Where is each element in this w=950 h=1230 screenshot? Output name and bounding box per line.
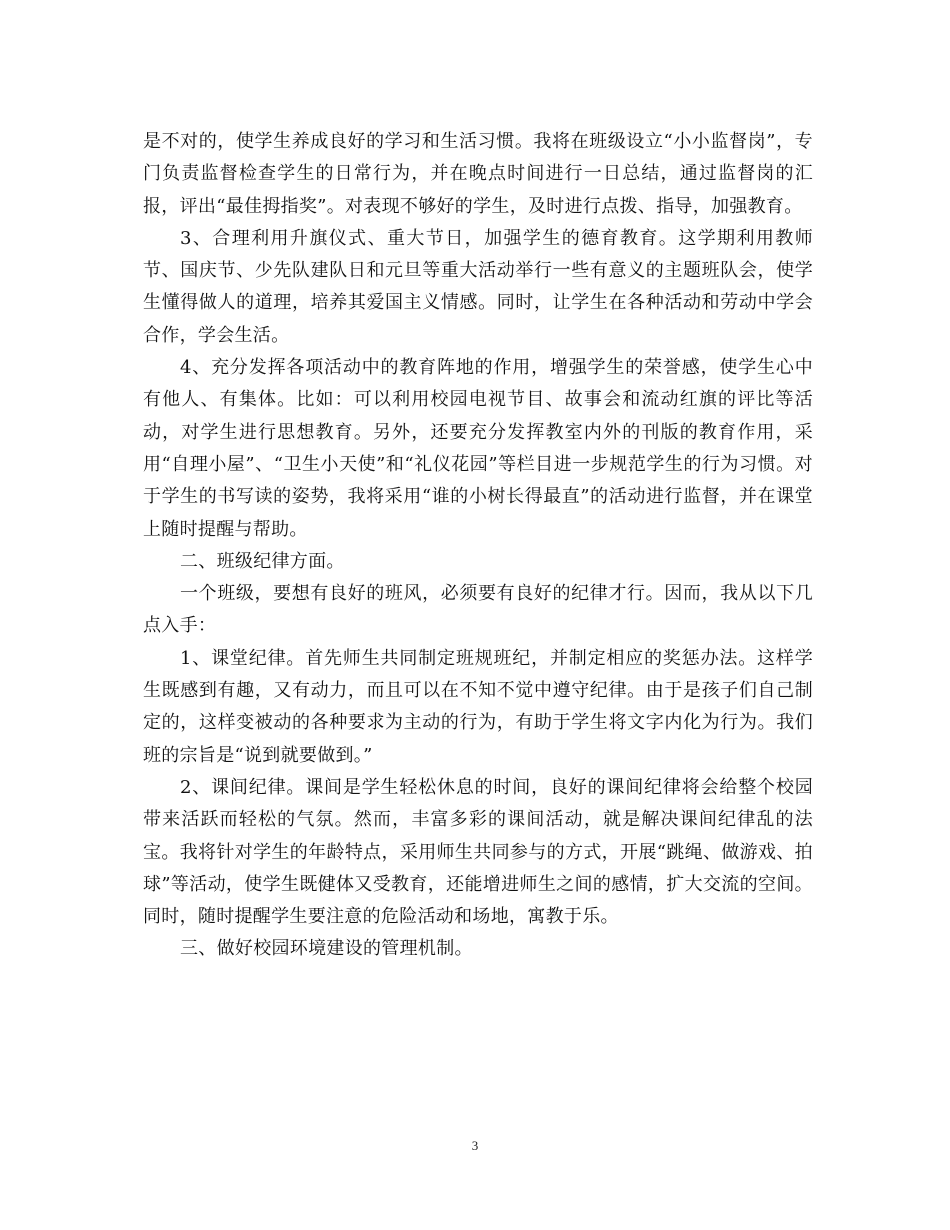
section-heading-discipline: 二、班级纪律方面。 <box>180 550 345 572</box>
paragraph-7: 2、课间纪律。课间是学生轻松休息的时间，良好的课间纪律将会给整个校园带来活跃而轻松的气氛。然而，丰富多彩的课间活动，就是解决课间纪律乱的法宝。我将针对学生的年龄特点，采用师生共同参与的方式，开展“跳绳、做游戏、拍球”等活动，使学生既健体又受教育，还能增进师生之间的感情，扩大交流的空间。同时，随时提醒学生要注意的危险活动和场地，寓教于乐。 <box>143 776 813 928</box>
paragraph-3: 4、充分发挥各项活动中的教育阵地的作用，增强学生的荣誉感，使学生心中有他人、有集体。比如：可以利用校园电视节目、故事会和流动红旗的评比等活动，对学生进行思想教育。另外，还要充分发挥教室内外的刊版的教育作用，采用“自理小屋”、“卫生小天使”和“礼仪花园”等栏目进一步规范学生的行为习惯。对于学生的书写读的姿势，我将采用“谁的小树长得最直”的活动进行监督，并在课堂上随时提醒与帮助。 <box>143 357 813 540</box>
section-heading-campus-environment: 三、做好校园环境建设的管理机制。 <box>180 938 473 960</box>
page-number: 3 <box>471 1138 479 1153</box>
paragraph-2: 3、合理利用升旗仪式、重大节日，加强学生的德育教育。这学期利用教师节、国庆节、少先队建队日和元旦等重大活动举行一些有意义的主题班队会，使学生懂得做人的道理，培养其爱国主义情感。同时，让学生在各种活动和劳动中学会合作，学会生活。 <box>143 227 813 346</box>
paragraph-5: 一个班级，要想有良好的班风，必须要有良好的纪律才行。因而，我从以下几点入手： <box>143 583 813 637</box>
document-body <box>143 126 813 966</box>
paragraph-1: 是不对的，使学生养成良好的学习和生活习惯。我将在班级设立“小小监督岗”，专门负责监督检查学生的日常行为，并在晚点时间进行一日总结，通过监督岗的汇报，评出“最佳拇指奖”。对表现不够好的学生，及时进行点拨、指导，加强教育。 <box>143 131 813 217</box>
paragraph-6: 1、课堂纪律。首先师生共同制定班规班纪，并制定相应的奖惩办法。这样学生既感到有趣，又有动力，而且可以在不知不觉中遵守纪律。由于是孩子们自己制定的，这样变被动的各种要求为主动的行为，有助于学生将文字内化为行为。我们班的宗旨是“说到就要做到。” <box>143 647 813 766</box>
